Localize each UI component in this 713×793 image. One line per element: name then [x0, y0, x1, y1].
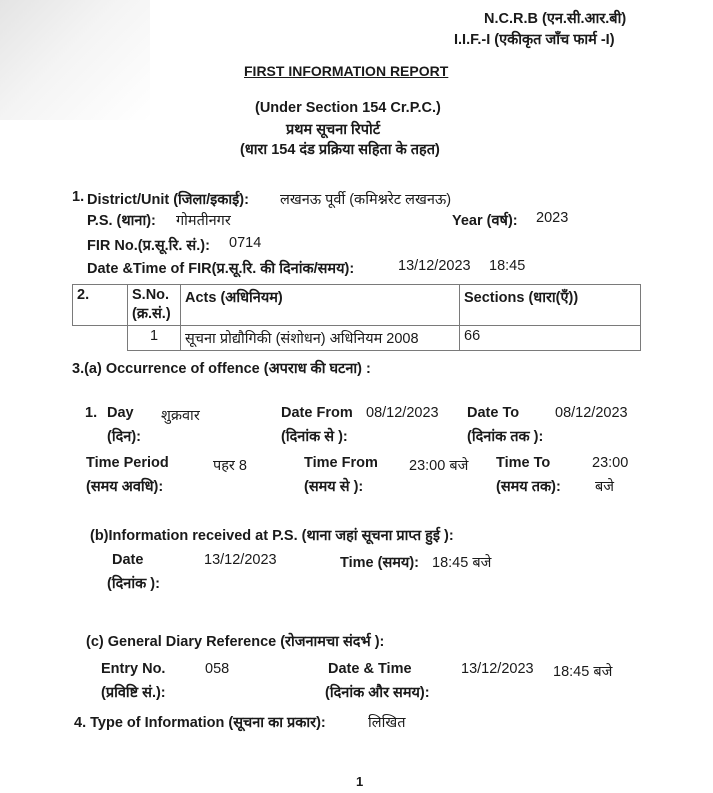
- district-label: District/Unit (जिला/इकाई):: [87, 192, 249, 208]
- iif-code: I.I.F.-I (एकीकृत जाँच फार्म -I): [454, 32, 615, 48]
- report-title: FIRST INFORMATION REPORT: [244, 63, 449, 79]
- sections-header: Sections (धारा(एँ)): [460, 285, 641, 326]
- sno-label: S.No.: [132, 287, 170, 303]
- district-number: 1.: [72, 189, 85, 205]
- time-from-label: Time From: [304, 455, 378, 471]
- year-value: 2023: [536, 210, 569, 226]
- date-from-label: Date From: [281, 405, 353, 421]
- section-hindi: (धारा 154 दंड प्रक्रिया सहिता के तहत): [240, 142, 440, 158]
- time-period-value: पहर 8: [213, 458, 247, 474]
- scan-shadow: [0, 0, 150, 120]
- acts-header: Acts (अधिनियम): [181, 285, 460, 326]
- row-section: 66: [460, 326, 641, 351]
- time-period-label-hindi: (समय अवधि):: [86, 479, 164, 495]
- time-to-label-hindi: (समय तक):: [496, 479, 561, 495]
- date-to-value: 08/12/2023: [555, 405, 628, 421]
- info-type-value: लिखित: [368, 715, 406, 731]
- info-received-heading: (b)Information received at P.S. (थाना जहां सूचना प्राप्त हुई ):: [90, 528, 454, 544]
- date-to-label-hindi: (दिनांक तक ):: [467, 429, 544, 445]
- info-time-value: 18:45 बजे: [432, 555, 492, 571]
- occurrence-heading: 3.(a) Occurrence of offence (अपराध की घटना) :: [72, 361, 371, 377]
- sno-header: [128, 285, 181, 326]
- acts-number: 2.: [77, 287, 90, 303]
- year-label: Year (वर्ष):: [452, 213, 518, 229]
- time-from-label-hindi: (समय से ):: [304, 479, 364, 495]
- entry-no-label-hindi: (प्रविष्टि सं.):: [101, 685, 166, 701]
- day-label-hindi: (दिन):: [107, 429, 141, 445]
- info-type-label: 4. Type of Information (सूचना का प्रकार):: [74, 715, 326, 731]
- page-number: 1: [356, 774, 364, 789]
- section-number-cell: [73, 285, 128, 326]
- section-english: (Under Section 154 Cr.P.C.): [255, 100, 441, 116]
- district-value: लखनऊ पूर्वी (कमिश्नरेट लखनऊ): [280, 192, 452, 208]
- ps-label: P.S. (थाना):: [87, 213, 156, 229]
- info-date-label: Date: [112, 552, 144, 568]
- gd-datetime-label: Date & Time: [328, 661, 412, 677]
- gd-reference-heading: (c) General Diary Reference (रोजनामचा संदर्भ ):: [86, 634, 385, 650]
- ncrb-code: N.C.R.B (एन.सी.आर.बी): [484, 11, 627, 27]
- info-time-label: Time (समय):: [340, 555, 419, 571]
- table-row: [73, 326, 641, 351]
- acts-table: [72, 284, 641, 351]
- occurrence-number: 1.: [85, 405, 98, 421]
- gd-date-value: 13/12/2023: [461, 661, 534, 677]
- date-from-label-hindi: (दिनांक से ):: [281, 429, 348, 445]
- fir-value: 0714: [229, 235, 262, 251]
- title-hindi: प्रथम सूचना रिपोर्ट: [286, 122, 381, 138]
- time-to-unit: बजे: [595, 479, 615, 495]
- time-to-label: Time To: [496, 455, 551, 471]
- entry-no-label: Entry No.: [101, 661, 166, 677]
- row-sno: 1: [128, 326, 181, 351]
- date-to-label: Date To: [467, 405, 520, 421]
- time-period-label: Time Period: [86, 455, 169, 471]
- fir-time-value: 18:45: [489, 258, 526, 274]
- info-date-value: 13/12/2023: [204, 552, 277, 568]
- day-value: शुक्रवार: [161, 408, 200, 424]
- time-from-value: 23:00 बजे: [409, 458, 469, 474]
- blank-cell: [73, 326, 128, 351]
- ps-value: गोमतीनगर: [176, 213, 231, 229]
- info-date-label-hindi: (दिनांक ):: [107, 576, 160, 592]
- fir-date-value: 13/12/2023: [398, 258, 471, 274]
- day-label: Day: [107, 405, 134, 421]
- time-to-value: 23:00: [592, 455, 629, 471]
- entry-no-value: 058: [205, 661, 230, 677]
- gd-time-value: 18:45 बजे: [553, 664, 613, 680]
- acts-table-header: [73, 285, 641, 326]
- fir-datetime-label: Date &Time of FIR(प्र.सू.रि. की दिनांक/समय):: [87, 261, 355, 277]
- gd-datetime-label-hindi: (दिनांक और समय):: [325, 685, 430, 701]
- fir-label: FIR No.(प्र.सू.रि. सं.):: [87, 238, 210, 254]
- sno-label-hindi: (क्र.सं.): [132, 306, 171, 322]
- row-act: सूचना प्रोद्यौगिकी (संशोधन) अधिनियम 2008: [181, 326, 460, 351]
- date-from-value: 08/12/2023: [366, 405, 439, 421]
